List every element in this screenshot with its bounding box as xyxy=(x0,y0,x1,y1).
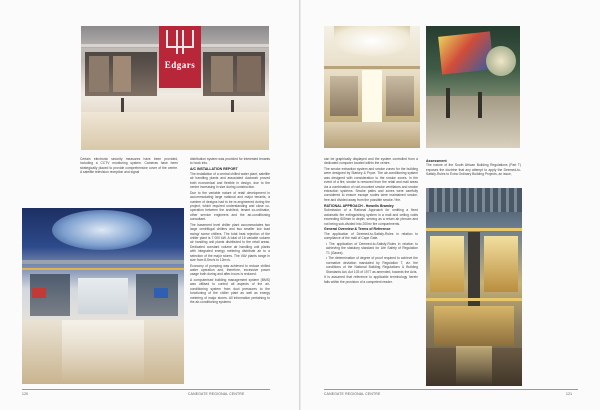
assessment-heading: Assessment xyxy=(426,158,447,163)
photo-edgars-storefront xyxy=(81,26,269,150)
photo-mall-artwork xyxy=(426,26,520,148)
photo-mall-skylight xyxy=(324,26,420,148)
edgars-sign xyxy=(159,26,201,88)
photo-mall-atrium xyxy=(22,208,184,384)
left-col-1 xyxy=(80,157,178,176)
left-col2-para-6: A computerised building management system (BMS) was utilised to control all aspects of the air-conditioning system from duct pressures to the functioning of the chiller plant as well as energy metering of major stores. All information pertaining to the air-conditioning systems xyxy=(190,278,270,305)
ac-installation-heading: A/C INSTALLATION REPORT xyxy=(190,167,238,172)
right-footer-rule xyxy=(324,389,578,390)
left-col-2 xyxy=(190,157,270,306)
right-page-number: 121 xyxy=(566,392,573,396)
right-col1-para-3: Submission of a Rational Approach for omitting a fixed automatic fire extinguishing system in a mall and ceiling voids exceeding 600mm in depth; serving as a return air plenum and not being sub-divided into 200m² fire compartments. xyxy=(324,208,418,226)
right-col1-bullet-2: • The determination of degree of proof required to achieve the normative deviation mandated by Regulation T, viz. the conditions of the National Building Regulations & Building Standards Act, Act 103 of 1977 as amended, towards the Acts. xyxy=(326,256,418,274)
general-overview-heading: General Overview & Terms of Reference xyxy=(324,227,391,232)
left-col2-para-2: The installation of a central chilled water plant, satellite air handling plants and associated ductwork proved both economical and flexible in design, due to the centre increasing in size during construction. xyxy=(190,171,270,190)
right-col1-para-1: can be graphically displayed and the system controlled from a dedicated computer located within the centre. xyxy=(324,157,418,166)
right-col1-bullet-1: • The application of Deemed-to-Satisfy-Rules in relation to achieving the statutory standard for Life Safety of Regulation T1 (Gases). xyxy=(326,242,418,255)
edgars-sign-text: Edgars xyxy=(164,60,196,70)
right-col2-para-1: The nature of the South African Building Regulations (Part T) exposes the doctrine that any attempt to apply the Deemed-to-Satisfy-Rules to Extra Ordinary Building Projects, an issue, xyxy=(426,163,521,176)
left-col2-para-5: Economy of pumping was achieved to reduce chilled water operation and, therefore, excessive power usage both during and after-hours is reduced. xyxy=(190,263,270,277)
photo-mall-interior-night xyxy=(426,188,522,386)
left-col2-para-3: Due to the variable nature of retail development in accommodating large national and major tenants, a number of designs had to be re-engineered during the project, which required understanding and close co-operation between the architect, tenant co-ordinator, other service engineers and the air-conditioning consultant. xyxy=(190,190,270,222)
right-col-2 xyxy=(426,157,521,178)
left-page-number: 120 xyxy=(22,392,29,396)
left-footer-rule xyxy=(22,389,270,390)
spine-gutter xyxy=(299,0,301,410)
right-footer-title: CANEGATE REGIONAL CENTRE xyxy=(324,392,381,396)
left-footer-title: CANEGATE REGIONAL CENTRE xyxy=(188,392,245,396)
right-col1-para-4: The application of Deemed-to-Satisfy-Rules in relation to compliance of the mall of Cape Gate. xyxy=(324,232,418,241)
left-col1-para: Certain electronic security measures have been provided, including a CCTV monitoring system. Cameras have been strategically placed to provide comprehensive cover of the centre. A satellite television reception and signal xyxy=(80,157,178,175)
right-col1-para-2: The smoke extraction system and smoke zones for the building were designed by Starkey & Pryce. The air-conditioning system was designed with consideration to the smoke zones. In the event of a fire, smoke is removed from the retail and mall areas via a combination of roof-mounted smoke ventilators and smoke extraction systems. Smoke paths and zones were carefully considered to ensure escape routes were maintained smoke-free and divided away from the possible smoke / fire. xyxy=(324,167,418,202)
right-col1-para-5: It is assumed that reference to applicable terminology herein falls within the provision of a competent reader. xyxy=(324,275,418,284)
left-col2-para-4: The basement level chiller plant accommodates two large centrifugal chillers and two smaller low load swing/ screw chillers. The total heat rejection of the chiller plant is 7 000 kW. A total of 16 variable volume air handling unit plants distributed to the retail areas. Dedicated constant volume air handling unit plants with integrated energy metering distribute air to a selection of the major stores. The VAV plants range in size from 8,5m³/s to 12m³/s. xyxy=(190,222,270,262)
rational-approach-heading: RATIONAL APPROACH - Howells Bramley xyxy=(324,203,394,208)
left-col2-para-1: distribution system was provided for interested tenants to hook into. xyxy=(190,157,270,166)
right-col-1 xyxy=(324,157,418,285)
